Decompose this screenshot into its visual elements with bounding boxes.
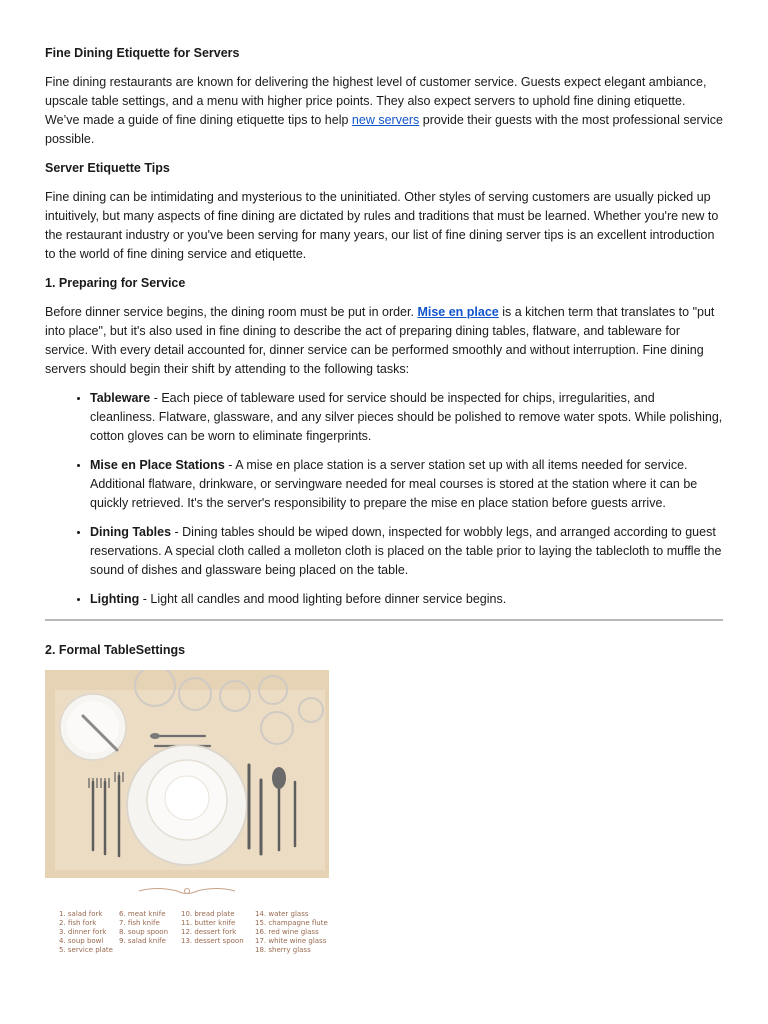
list-item-text: - Each piece of tableware used for service should be inspected for chips, irregularities, and cleanliness. Flatware, glassware, and any silver pieces should be polished to remove water spots. While polishing, cotton gloves can be worn to eliminate fingerprints. bbox=[90, 391, 723, 443]
legend-item: 9. salad knife bbox=[119, 937, 166, 945]
legend-column-2 bbox=[119, 910, 181, 955]
legend-item: 14. water glass bbox=[255, 910, 309, 918]
list-item-text: - A mise en place station is a server station set up with all items needed for service. Additional flatware, drinkware, or servingware needed for meal courses is stored at the station where it can be quickly retrieved. It's the server's responsibility to prepare the mise en place station before guests arrive. bbox=[90, 458, 698, 510]
legend-item: 5. service plate bbox=[59, 946, 113, 954]
legend-item: 8. soup spoon bbox=[119, 928, 169, 936]
intro-text-before: Fine dining restaurants are known for delivering the highest level of customer service. Guests expect elegant ambiance, upscale table settings, and a menu with higher price points. They also expect servers to uphold fine dining etiquette. We’ve made a guide of fine dining etiquette tips to help bbox=[45, 75, 707, 127]
list-item-term: Tableware bbox=[90, 391, 151, 405]
task-list bbox=[45, 389, 723, 609]
list-item bbox=[90, 456, 723, 513]
legend-column-3 bbox=[181, 910, 255, 955]
legend-item: 13. dessert spoon bbox=[181, 937, 244, 945]
tips-heading: Server Etiquette Tips bbox=[45, 161, 170, 175]
table-setting-illustration bbox=[45, 670, 329, 878]
list-item bbox=[90, 389, 723, 446]
new-servers-link[interactable]: new servers bbox=[351, 113, 420, 127]
legend-item: 6. meat knife bbox=[119, 910, 166, 918]
legend-item: 11. butter knife bbox=[181, 919, 236, 927]
section1-text-before: Before dinner service begins, the dining room must be put in order. bbox=[45, 305, 418, 319]
document-title: Fine Dining Etiquette for Servers bbox=[45, 46, 240, 60]
mise-en-place-link[interactable]: Mise en place bbox=[417, 305, 499, 319]
intro-paragraph bbox=[45, 73, 723, 149]
legend-item: 12. dessert fork bbox=[181, 928, 237, 936]
legend-item: 1. salad fork bbox=[59, 910, 103, 918]
section2-heading: 2. Formal TableSettings bbox=[45, 643, 186, 657]
legend-item: 18. sherry glass bbox=[255, 946, 311, 954]
list-item-term: Lighting bbox=[90, 592, 140, 606]
legend-item: 17. white wine glass bbox=[255, 937, 327, 945]
legend-item: 16. red wine glass bbox=[255, 928, 319, 936]
legend-item: 15. champagne flute bbox=[255, 919, 328, 927]
legend-item: 2. fish fork bbox=[59, 919, 97, 927]
list-item bbox=[90, 590, 723, 609]
legend-item: 7. fish knife bbox=[119, 919, 160, 927]
table-setting-legend bbox=[45, 884, 329, 954]
list-item-text: - Light all candles and mood lighting before dinner service begins. bbox=[139, 592, 507, 606]
tips-paragraph: Fine dining can be intimidating and mysterious to the uninitiated. Other styles of serving customers are usually picked up intuitively, but many aspects of fine dining are dictated by rules and traditions that must be learned. Whether you're new to the restaurant industry or you've been serving for many years, our list of fine dining server tips is an excellent introduction to the world of fine dining service and etiquette. bbox=[45, 190, 719, 261]
section-divider bbox=[45, 619, 723, 621]
table-setting-image bbox=[45, 670, 329, 878]
section1-heading: 1. Preparing for Service bbox=[45, 276, 186, 290]
list-item-text: - Dining tables should be wiped down, inspected for wobbly legs, and arranged according to guest reservations. A special cloth called a molleton cloth is placed on the table prior to laying the tablecloth to muffle the sound of dishes and glassware being placed on the table. bbox=[90, 525, 722, 577]
section1-paragraph bbox=[45, 303, 723, 379]
legend-column-4 bbox=[255, 910, 335, 955]
legend-columns bbox=[59, 910, 335, 955]
legend-item: 10. bread plate bbox=[181, 910, 235, 918]
legend-item: 3. dinner fork bbox=[59, 928, 107, 936]
legend-column-1 bbox=[59, 910, 119, 955]
document-page bbox=[45, 44, 723, 954]
list-item-term: Dining Tables bbox=[90, 525, 172, 539]
ornament-divider-icon bbox=[137, 884, 237, 898]
section1-text-after: is a kitchen term that translates to "put into place", but it's also used in fine dining to describe the act of preparing dining tables, flatware, and tableware for service. With every detail accounted for, dinner service can be performed smoothly and without interruption. Fine dining servers should begin their shift by attending to the following tasks: bbox=[45, 305, 715, 376]
intro-text-after: provide their guests with the most professional service possible. bbox=[45, 113, 723, 146]
list-item-term: Mise en Place Stations bbox=[90, 458, 225, 472]
list-item bbox=[90, 523, 723, 580]
legend-item: 4. soup bowl bbox=[59, 937, 104, 945]
